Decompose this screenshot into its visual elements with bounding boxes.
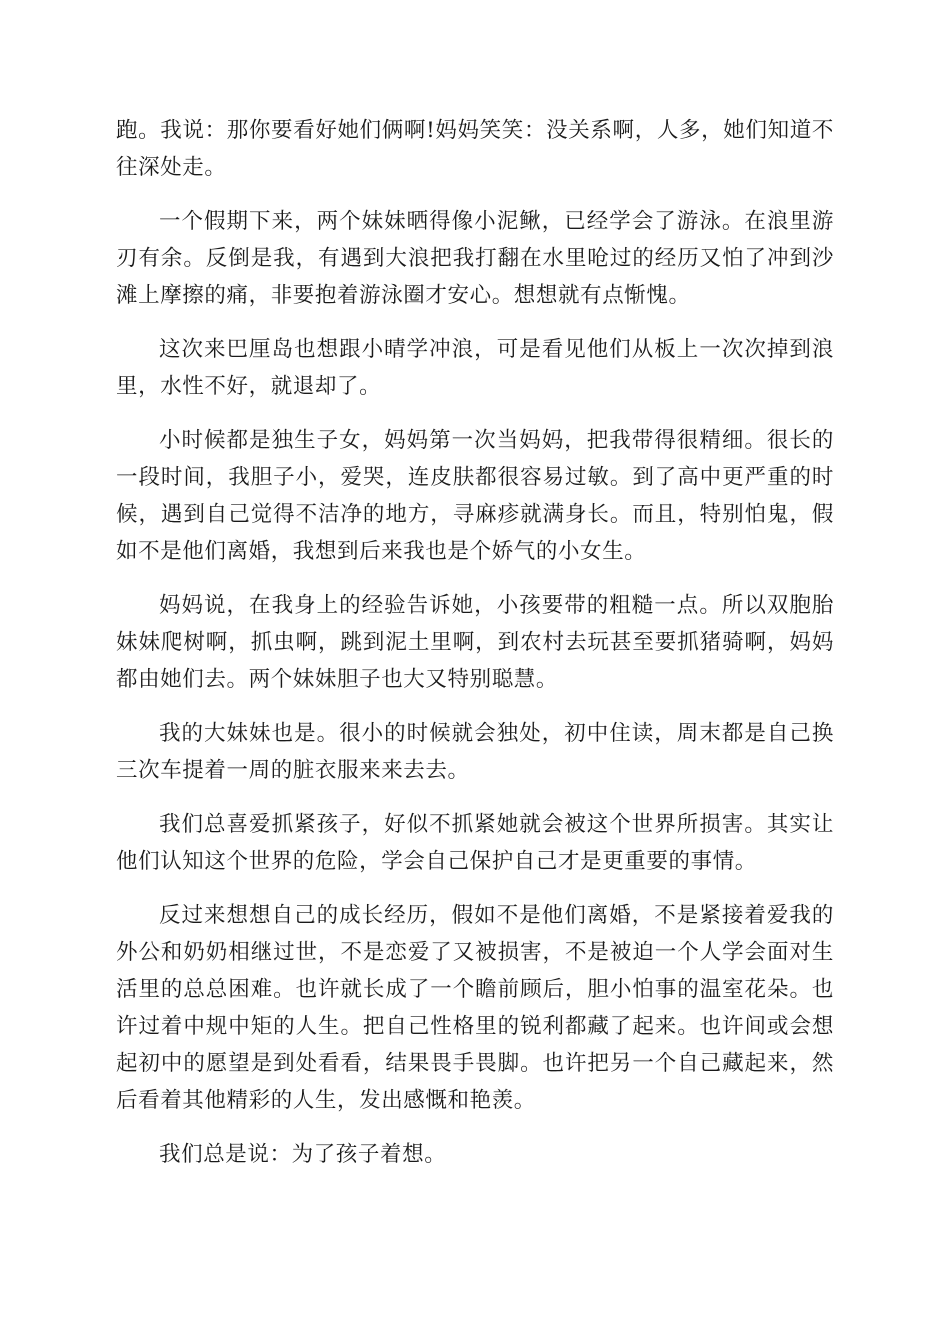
paragraph-continued: 跑。我说：那你要看好她们俩啊!妈妈笑笑：没关系啊，人多，她们知道不往深处走。 [116,118,834,180]
paragraph: 我们总是说：为了孩子着想。 [159,1142,447,1167]
paragraph: 我们总喜爱抓紧孩子，好似不抓紧她就会被这个世界所损害。其实让他们认知这个世界的危险，学会自己保护自己才是更重要的事情。 [116,812,834,874]
paragraph: 一个假期下来，两个妹妹晒得像小泥鳅，已经学会了游泳。在浪里游刃有余。反倒是我，有遇到大浪把我打翻在水里呛过的经历又怕了冲到沙滩上摩擦的痛，非要抱着游泳圈才安心。想想就有点惭愧。 [116,209,834,308]
document-body [116,112,834,1190]
paragraph: 这次来巴厘岛也想跟小晴学冲浪，可是看见他们从板上一次次掉到浪里，水性不好，就退却了。 [116,337,834,399]
paragraph: 反过来想想自己的成长经历，假如不是他们离婚，不是紧接着爱我的外公和奶奶相继过世，不是恋爱了又被损害，不是被迫一个人学会面对生活里的总总困难。也许就长成了一个瞻前顾后，胆小怕事的温室花朵。也许过着中规中矩的人生。把自己性格里的锐利都藏了起来。也许间或会想起初中的愿望是到处看看，结果畏手畏脚。也许把另一个自己藏起来，然后看着其他精彩的人生，发出感慨和艳羡。 [116,903,834,1113]
paragraph: 我的大妹妹也是。很小的时候就会独处，初中住读，周末都是自己换三次车提着一周的脏衣服来来去去。 [116,721,834,783]
paragraph: 小时候都是独生子女，妈妈第一次当妈妈，把我带得很精细。很长的一段时间，我胆子小，爱哭，连皮肤都很容易过敏。到了高中更严重的时候，遇到自己觉得不洁净的地方，寻麻疹就满身长。而且，特别怕鬼，假如不是他们离婚，我想到后来我也是个娇气的小女生。 [116,428,834,564]
paragraph: 妈妈说，在我身上的经验告诉她，小孩要带的粗糙一点。所以双胞胎妹妹爬树啊，抓虫啊，跳到泥土里啊，到农村去玩甚至要抓猪骑啊，妈妈都由她们去。两个妹妹胆子也大又特别聪慧。 [116,593,834,692]
